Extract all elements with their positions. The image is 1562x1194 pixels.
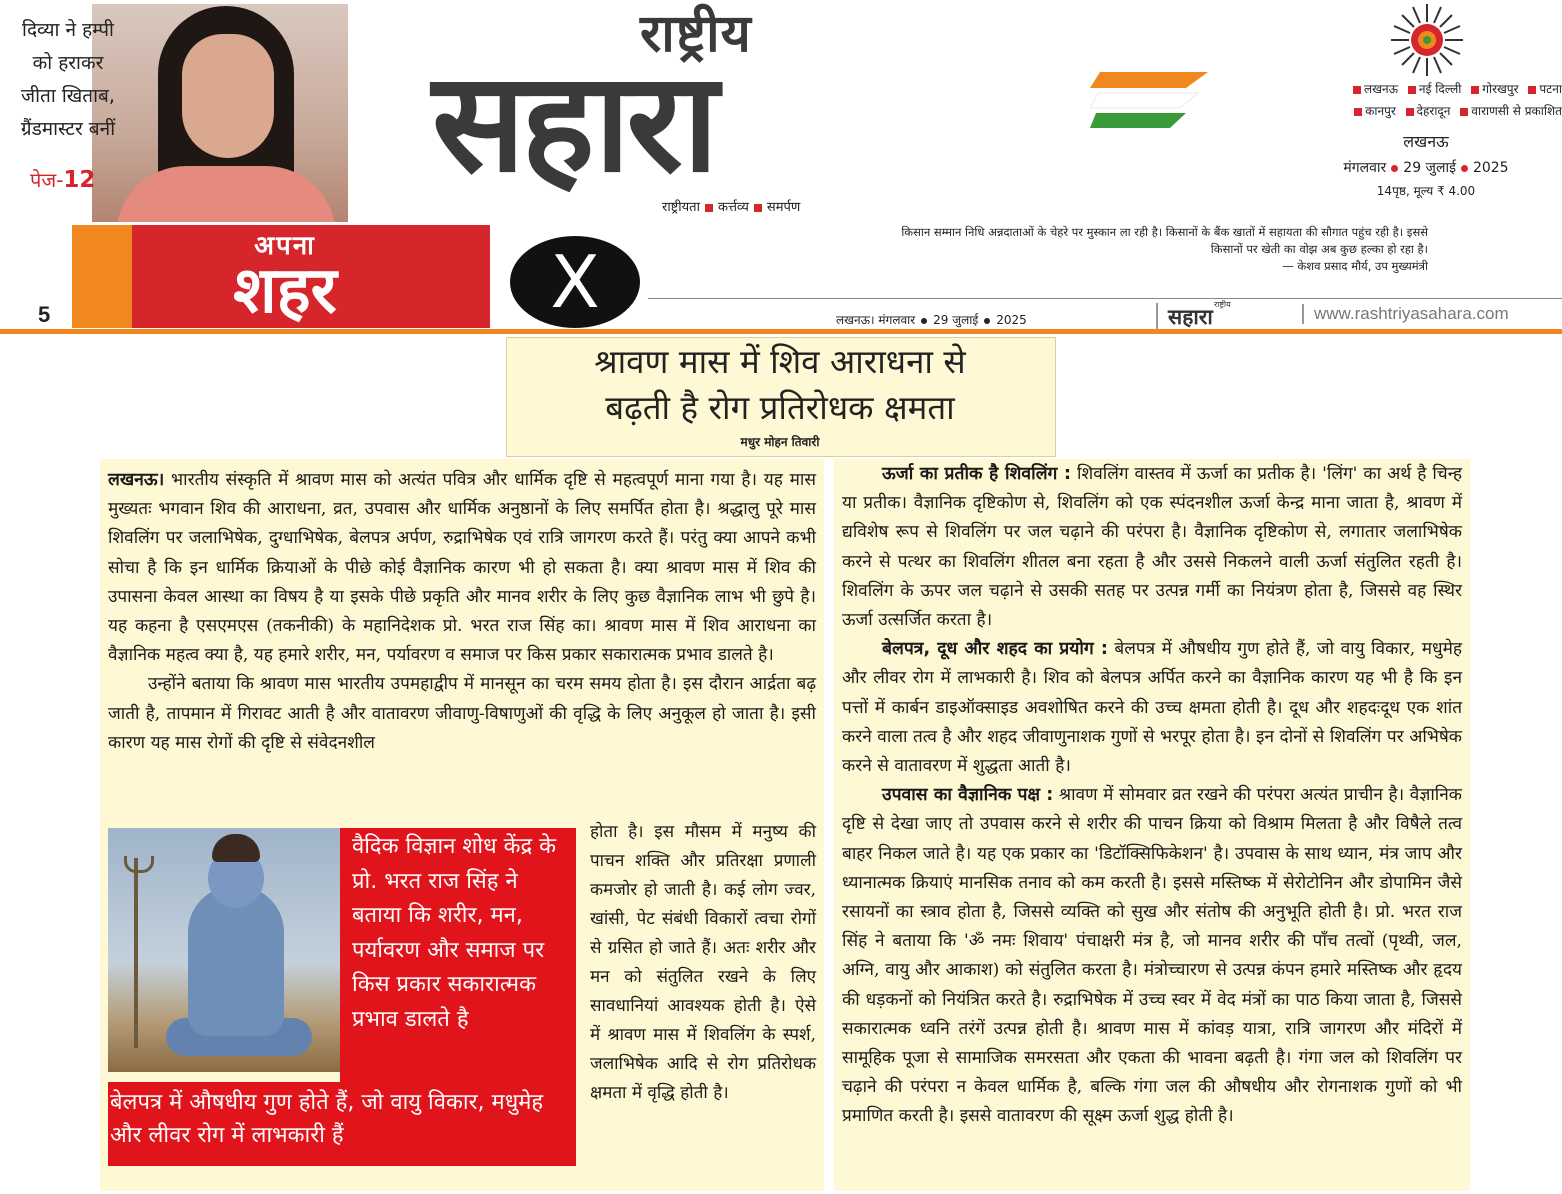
- pullquote-text: वैदिक विज्ञान शोध केंद्र के प्रो. भरत राज सिंह ने बताया कि शरीर, मन, पर्यावरण और समाज पर किस प्रकार सकारात्मक प्रभाव डालते है: [352, 834, 557, 1032]
- article-body-right: [842, 460, 1462, 1132]
- bar-city-day: लखनऊ। मंगलवार: [836, 313, 916, 327]
- section-accent-bar: [72, 225, 132, 328]
- sun-emblem-icon: [1386, 2, 1468, 78]
- subsection-text: श्रावण में सोमवार व्रत रखने की परंपरा अत्यंत प्राचीन है। वैज्ञानिक दृष्टि से देखा जाए तो उपवास करने से शरीर की पाचन क्रिया को विश्राम मिलता है और विषैले तत्व बाहर निकल जाते है। यह एक प्रकार का 'डिटॉक्सिफिकेशन' है। उपवास के साथ ध्यान, मंत्र जाप और ध्यानात्मक क्रियाएं मानसिक तनाव को कम करती है। इससे मस्तिष्क में सेरोटोनिन और डोपामिन जैसे रसायनों का स्त्राव होता है, जिससे व्यक्ति को सुख और संतोष की अनुभूति होती है। प्रो. भरत राज सिंह ने बताया कि 'ॐ नमः शिवाय' पंचाक्षरी मंत्र है, जो मानव शरीर की पाँच तत्वों (पृथ्वी, जल, अग्नि, वायु और आकाश) को संतुलित करता है। मंत्रोच्चारण से उत्पन्न कंपन हमारे मस्तिष्क और हृदय की धड़कनों को नियंत्रित करते है। रुद्राभिषेक में उच्च स्वर में वेद मंत्रों का पाठ किया जाता है, जिससे सकारात्मक ध्वनि तरंगें उत्पन्न होती है। श्रावण मास में कांवड़ यात्रा, रात्रि जागरण और मंदिरों में सामूहिक पूजा से सामाजिक समरसता और एकता की भावना बढ़ती है। गंगा जल को शिवलिंग पर चढ़ाने की परंपरा न केवल धार्मिक है, बल्कि गंगा जल की औषधीय और रोगनाशक गुणों को भी प्रमाणित करती है। इससे वातावरण की सूक्ष्म ऊर्जा शुद्ध होती है।: [842, 785, 1462, 1127]
- bar-logo-small: राष्ट्रीय: [1214, 300, 1231, 309]
- article-body-left: [108, 466, 816, 758]
- article-paragraph: होता है। इस मौसम में मनुष्य की पाचन शक्ति और प्रतिरक्षा प्रणाली कमजोर हो जाती है। कई लोग ज्वर, खांसी, पेट संबंधी विकारों त्वचा रोगों से ग्रसित हो जाते हैं। अतः शरीर और मन को संतुलित रखने के लिए सावधानियां आवश्यक होती है। ऐसे में श्रावण मास में शिवलिंग के स्पर्श, जलाभिषेक आदि से रोग प्रतिरोधक क्षमता में वृद्धि होती है।: [590, 822, 816, 1103]
- edition-city: वाराणसी से प्रकाशित: [1471, 104, 1562, 118]
- section-title[interactable]: शहर: [233, 254, 337, 328]
- callout-text: बेलपत्र में औषधीय गुण होते हैं, जो वायु विकार, मधुमेह और लीवर रोग में लाभकारी हैं: [110, 1090, 544, 1148]
- subsection-text: बेलपत्र में औषधीय गुण होते हैं, जो वायु विकार, मधुमेह और लीवर रोग में लाभकारी है। शिव को बेलपत्र अर्पित करने का वैज्ञानिक कारण यह भी है कि इन पत्तों में कार्बन डाइऑक्साइड अवशोषित करने की उच्च क्षमता होती है। दूध और शहदःदूध एक शांत करने वाला तत्व है और शहद जीवाणुनाशक गुणों से भरपूर होता है। इन दोनों से शिवलिंग पर अभिषेक करने से वातावरण में शुद्धता आती है।: [842, 639, 1462, 777]
- website-link[interactable]: www.rashtriyasahara.com: [1302, 304, 1509, 324]
- article-byline: मधुर मोहन तिवारी: [740, 435, 820, 449]
- masthead-motto: [662, 197, 800, 215]
- teaser-line: ग्रैंडमास्टर बनीं: [20, 118, 116, 140]
- quote-author: — केशव प्रसाद मौर्य, उप मुख्यमंत्री: [1282, 259, 1428, 273]
- bar-logo[interactable]: [1156, 300, 1231, 331]
- divider: [648, 298, 1562, 299]
- page-ref-number: 12: [63, 167, 96, 193]
- section-title-top: अपना: [254, 231, 316, 261]
- teaser-line: दिव्या ने हम्पी: [22, 19, 114, 41]
- editions-list: [1290, 78, 1562, 122]
- article-paragraph: [108, 670, 816, 758]
- edition-city: कानपुर: [1365, 104, 1396, 118]
- subsection-heading: उपवास का वैज्ञानिक पक्ष :: [882, 785, 1054, 806]
- masthead-rashtriya: राष्ट्रीय: [640, 3, 752, 64]
- edition-city: गोरखपुर: [1482, 82, 1519, 96]
- motto-word: समर्पण: [766, 200, 801, 215]
- article-subsection: [842, 635, 1462, 781]
- edition-city: नई दिल्ली: [1418, 82, 1462, 96]
- subsection-heading: ऊर्जा का प्रतीक है शिवलिंग :: [882, 464, 1072, 484]
- page-ref-label: पेज-: [30, 168, 64, 192]
- issue-date: [1290, 158, 1562, 177]
- teaser-headline[interactable]: [4, 14, 132, 146]
- paragraph-text: उन्होंने बताया कि श्रावण मास भारतीय उपमहाद्वीप में मानसून का चरम समय होता है। इस दौरान आर्द्रता बढ़ जाती है, तापमान में गिरावट आती है और वातावरण जीवाणु-विषाणुओं की वृद्धि के लिए अनुकूल हो जाता है। इसी कारण यह मास रोगों की दृष्टि से संवेदनशील: [108, 674, 816, 753]
- issue-date-text: 29 जुलाई: [1403, 160, 1456, 176]
- x-logo-icon[interactable]: X: [510, 236, 640, 328]
- article-headline[interactable]: [506, 339, 1054, 431]
- page-number: 5: [38, 302, 51, 327]
- article-dateline: लखनऊ।: [108, 470, 165, 490]
- issue-day: मंगलवार: [1343, 160, 1387, 176]
- masthead-logo[interactable]: सहारा: [432, 40, 715, 203]
- edition-city: लखनऊ: [1364, 82, 1399, 96]
- flag-stripes-icon: [1090, 72, 1208, 130]
- article-subsection: [842, 460, 1462, 635]
- article-paragraph: [108, 466, 816, 670]
- motto-word: राष्ट्रीयता: [662, 200, 700, 215]
- quote-text: किसान सम्मान निधि अन्नदाताओं के चेहरे पर मुस्कान ला रही है। किसानों के बैंक खातों में सहायता की सौगात पहुंच रही है। इससे किसानों पर खेती का वोझ अब कुछ हल्का हो रहा है।: [901, 225, 1428, 256]
- headline-line: श्रावण मास में शिव आराधना से: [594, 342, 966, 381]
- edition-city: पटना: [1539, 82, 1562, 96]
- bar-date: 29 जुलाई: [933, 313, 979, 327]
- edition-city: देहरादून: [1416, 104, 1451, 118]
- bar-year: 2025: [996, 313, 1027, 327]
- paragraph-text: भारतीय संस्कृति में श्रावण मास को अत्यंत पवित्र और धार्मिक दृष्टि से महत्वपूर्ण माना गया है। यह मास मुख्यतः भगवान शिव की आराधना, व्रत, उपवास और धार्मिक अनुष्ठानों के लिए समर्पित होता है। श्रद्धालु पूरे मास शिवलिंग पर जलाभिषेक, दुग्धाभिषेक, बेलपत्र अर्पण, रुद्राभिषेक एवं रात्रि जागरण करते हैं। परंतु क्या आपने कभी सोचा है कि इन धार्मिक क्रियाओं के पीछे कोई वैज्ञानिक कारण भी हो सकता है। क्या श्रावण मास में शिव की उपासना केवल आस्था का विषय है या इसके पीछे प्रकृति और मानव शरीर के लिए कुछ वैज्ञानिक लाभ भी छुपे है। यह कहना है एसएमएस (तकनीकी) के महानिदेशक प्रो. भरत राज सिंह का। श्रावण मास में शिव आराधना का वैज्ञानिक महत्व क्या है, यह हमारे शरीर, मन, पर्यावरण व समाज पर किस प्रकार सकारात्मक प्रभाव डालते है।: [108, 470, 817, 666]
- section-quote: [900, 224, 1428, 275]
- teaser-line: जीता खिताब,: [21, 85, 115, 107]
- shiva-image: [108, 828, 340, 1072]
- teaser-line: को हराकर: [32, 52, 104, 74]
- headline-line: बढ़ती है रोग प्रतिरोधक क्षमता: [605, 388, 955, 427]
- issue-price: 14पृष्ठ, मूल्य ₹ 4.00: [1376, 184, 1476, 198]
- edition-city-label: लखनऊ: [1403, 132, 1449, 151]
- section-dateline: [836, 311, 1027, 328]
- section-rule: [0, 329, 1562, 334]
- article-subsection: [842, 781, 1462, 1131]
- bar-logo-text: सहारा: [1168, 304, 1213, 329]
- subsection-heading: बेलपत्र, दूध और शहद का प्रयोग :: [882, 639, 1108, 660]
- issue-year: 2025: [1472, 160, 1509, 176]
- motto-word: कर्त्तव्य: [717, 200, 749, 215]
- subsection-text: शिवलिंग वास्तव में ऊर्जा का प्रतीक है। 'लिंग' का अर्थ है चिन्ह या प्रतीक। वैज्ञानिक दृष्टिकोण से, शिवलिंग को एक स्पंदनशील ऊर्जा केन्द्र माना जाता है, श्रावण में द्यविशेष रूप से शिवलिंग पर जल चढ़ाने की परंपरा है। वैज्ञानिक दृष्टिकोण से, लगातार जलाभिषेक करने से पत्थर का शिवलिंग शीतल बना रहता है और उससे निकलने वाली ऊर्जा संतुलित रहती है। शिवलिंग के ऊपर जल चढ़ाने से उसकी सतह पर उत्पन्न गर्मी का नियंत्रण होता है, जिससे वह स्थिर ऊर्जा उत्सर्जित करता है।: [842, 464, 1462, 631]
- teaser-page-ref[interactable]: [30, 166, 95, 193]
